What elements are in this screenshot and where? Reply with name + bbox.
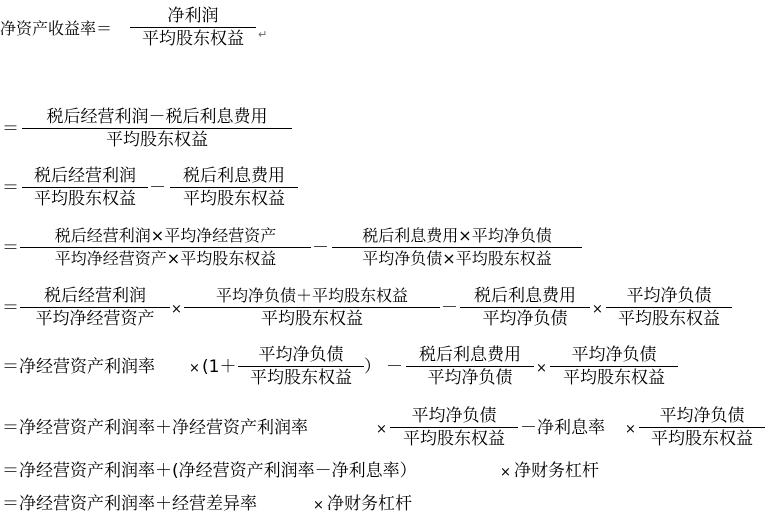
fraction-bar: [550, 366, 678, 367]
minus-sign: －: [312, 238, 329, 258]
fraction-bar: [20, 247, 311, 248]
line5-fraction-2: [406, 345, 534, 388]
fraction-denominator: 平均股东权益: [106, 130, 208, 150]
fraction-denominator: 平均股东权益: [261, 309, 363, 329]
fraction-denominator: 平均净经营资产×平均股东权益: [54, 249, 277, 268]
intro-label: 净资产收益率＝: [0, 19, 113, 38]
fraction-numerator: 平均净负债: [411, 406, 497, 426]
fraction-numerator: 平均净负债: [571, 345, 657, 365]
fraction-bar: [406, 366, 534, 367]
line6-fraction-2: [639, 406, 765, 449]
multiply-sign: ×: [592, 302, 603, 317]
fraction-bar: [460, 307, 590, 308]
line8-text: ＝净经营资产利润率＋经营差异率: [2, 494, 257, 514]
multiply-sign: ×: [376, 422, 387, 437]
line4-fraction-2: [184, 286, 440, 329]
fraction-numerator: 平均净负债: [258, 345, 344, 365]
line5-lead: ＝净经营资产利润率: [2, 357, 155, 377]
fraction-numerator: 平均净负债: [659, 406, 745, 426]
fraction-bar: [184, 307, 440, 308]
fraction-numerator: 税后利息费用: [419, 345, 521, 365]
fraction-numerator: 税后利息费用: [474, 286, 576, 306]
multiply-sign: ×: [313, 498, 324, 513]
fraction-numerator: 税后利息费用: [183, 166, 285, 186]
line6-mid: －净利息率: [520, 418, 605, 438]
fraction-bar: [238, 366, 364, 367]
line3-fraction-1: [20, 226, 311, 269]
fraction-denominator: 平均净负债: [427, 368, 513, 388]
fraction-bar: [332, 247, 582, 248]
multiply-sign: ×: [171, 302, 182, 317]
fraction-denominator: 平均净负债×平均股东权益: [362, 249, 552, 268]
minus-sign: －: [441, 298, 458, 318]
close-paren: ）: [364, 357, 381, 377]
fraction-denominator: 平均股东权益: [34, 189, 136, 209]
line1-fraction: [22, 107, 292, 150]
fraction-denominator: 平均股东权益: [563, 368, 665, 388]
equals-sign: ＝: [2, 238, 19, 258]
return-mark-icon: ↵: [258, 28, 268, 41]
line2-fraction-2: [170, 166, 298, 209]
minus-sign: －: [386, 357, 403, 377]
fraction-bar: [606, 307, 732, 308]
line4-fraction-4: [606, 286, 732, 329]
fraction-numerator: 税后经营利润: [44, 286, 146, 306]
multiply-sign: ×: [189, 361, 200, 376]
line4-fraction-1: [20, 286, 170, 329]
equals-sign: ＝: [2, 119, 19, 139]
open-paren: (1＋: [202, 357, 237, 377]
fraction-denominator: 平均股东权益: [651, 429, 753, 449]
fraction-bar: [22, 187, 148, 188]
fraction-numerator: 税后经营利润－税后利息费用: [46, 107, 268, 127]
line6-lead: ＝净经营资产利润率＋净经营资产利润率: [2, 418, 308, 438]
line2-fraction-1: [22, 166, 148, 209]
fraction-denominator: 平均股东权益: [618, 309, 720, 329]
fraction-bar: [639, 427, 765, 428]
equals-sign: ＝: [2, 178, 19, 198]
fraction-denominator: 平均净经营资产: [35, 309, 155, 329]
fraction-numerator: 平均净负债: [626, 286, 712, 306]
line6-fraction-1: [390, 406, 518, 449]
fraction-bar: [390, 427, 518, 428]
fraction-numerator: 净利润: [167, 6, 219, 26]
fraction-numerator: 税后经营利润: [34, 166, 136, 186]
line8-tail: 净财务杠杆: [327, 494, 412, 514]
multiply-sign: ×: [536, 361, 547, 376]
line7-tail: 净财务杠杆: [514, 461, 599, 481]
fraction-bar: [22, 128, 292, 129]
fraction-numerator: 平均净负债＋平均股东权益: [215, 286, 408, 305]
line4-fraction-3: [460, 286, 590, 329]
multiply-sign: ×: [625, 422, 636, 437]
fraction-denominator: 平均股东权益: [403, 429, 505, 449]
equals-sign: ＝: [2, 298, 19, 318]
fraction-bar: [130, 27, 256, 28]
fraction-denominator: 平均股东权益: [183, 189, 285, 209]
fraction-bar: [170, 187, 298, 188]
fraction-denominator: 平均股东权益: [142, 29, 244, 49]
fraction-numerator: 税后经营利润×平均净经营资产: [54, 226, 277, 245]
fraction-bar: [20, 307, 170, 308]
fraction-denominator: 平均净负债: [482, 309, 568, 329]
line5-fraction-1: [238, 345, 364, 388]
intro-fraction: [130, 6, 256, 49]
minus-sign: －: [149, 178, 166, 198]
fraction-denominator: 平均股东权益: [250, 368, 352, 388]
line7-text: ＝净经营资产利润率＋(净经营资产利润率－净利息率）: [2, 461, 417, 481]
line3-fraction-2: [332, 226, 582, 269]
multiply-sign: ×: [500, 465, 511, 480]
line5-fraction-3: [550, 345, 678, 388]
fraction-numerator: 税后利息费用×平均净负债: [362, 226, 552, 245]
